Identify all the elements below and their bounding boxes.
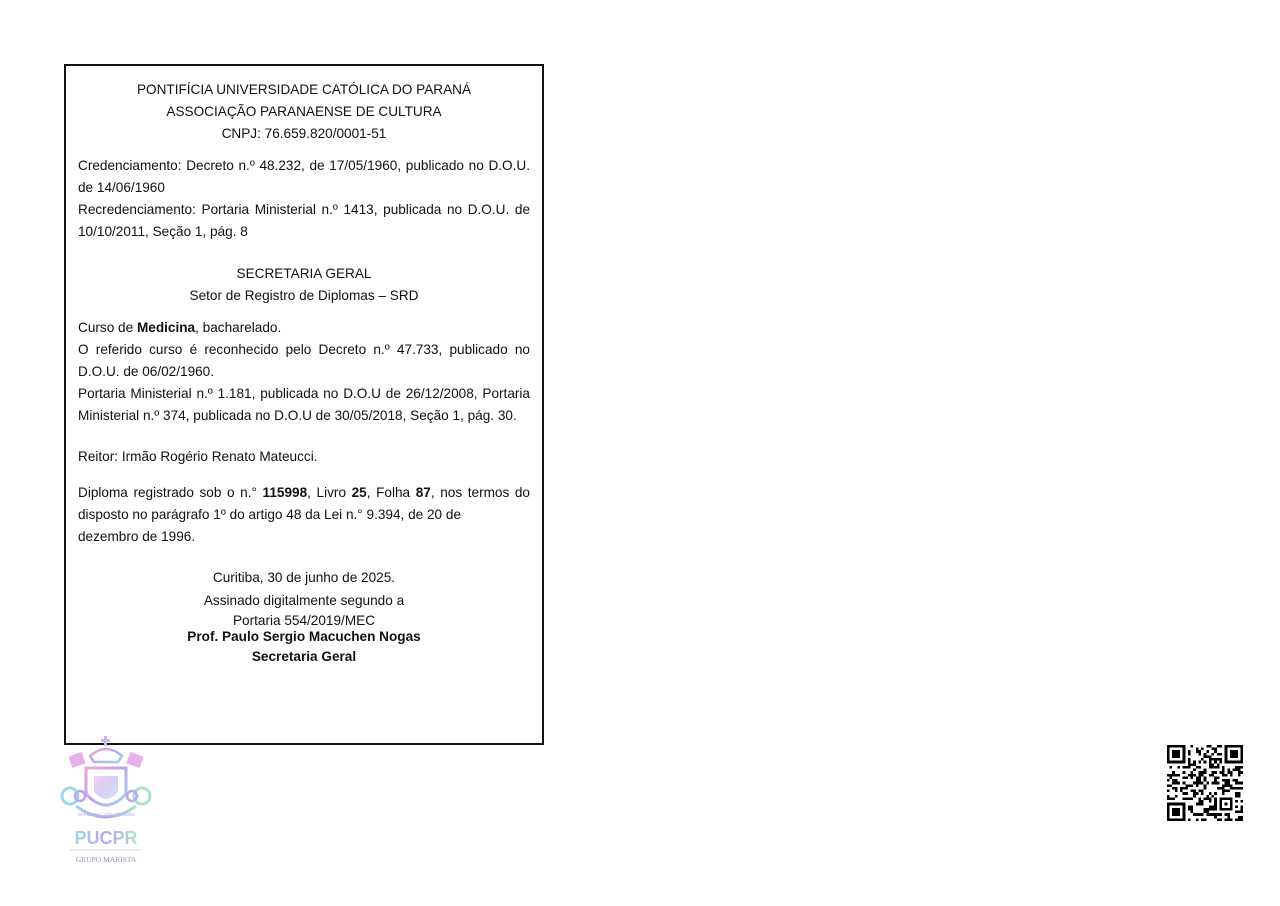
- digital-signature-line1: Assinado digitalmente segundo a: [203, 593, 405, 608]
- logo-tagline: GRUPO MARISTA: [75, 855, 137, 864]
- institution-association: ASSOCIAÇÃO PARANAENSE DE CULTURA: [166, 104, 442, 119]
- registration-text-a: Diploma registrado sob o n.°: [78, 485, 263, 500]
- signer-name: Prof. Paulo Sergio Macuchen Nogas: [187, 629, 421, 644]
- portaria-line1: Portaria Ministerial n.º 1.181, publicada no D.O.U de 26/12/2008, Portaria: [78, 386, 530, 401]
- recredenciamento-line2: 10/10/2011, Seção 1, pág. 8: [78, 224, 248, 239]
- portaria-line2: Ministerial n.º 374, publicada no D.O.U de 30/05/2018, Seção 1, pág. 30.: [78, 408, 517, 423]
- diploma-verso-box: [64, 64, 544, 745]
- registration-line3: dezembro de 1996.: [78, 529, 196, 544]
- course-suffix: , bacharelado.: [195, 320, 282, 335]
- signer-role: Secretaria Geral: [251, 649, 357, 664]
- registration-text-c: , Folha: [366, 485, 416, 500]
- secretariat-sector: Setor de Registro de Diplomas – SRD: [189, 288, 419, 303]
- place-date: Curitiba, 30 de junho de 2025.: [212, 570, 396, 585]
- recognition-line1: O referido curso é reconhecido pelo Decreto n.º 47.733, publicado no: [78, 342, 530, 357]
- registration-text-d: , nos termos do: [430, 485, 530, 500]
- registration-line1: [78, 482, 530, 504]
- recognition-line2: D.O.U. de 06/02/1960.: [78, 364, 215, 379]
- logo-motto: SAPIENTIA, VITA ET FIDES: [77, 812, 135, 817]
- registration-line2: disposto no parágrafo 1º do artigo 48 da Lei n.° 9.394, de 20 de: [78, 507, 462, 522]
- course-name: Medicina: [136, 320, 196, 335]
- course-line: [78, 317, 530, 339]
- registration-number: 115998: [262, 485, 308, 500]
- institution-name: PONTIFÍCIA UNIVERSIDADE CATÓLICA DO PARANÁ: [136, 82, 472, 97]
- registration-sheet: 87: [415, 485, 431, 500]
- course-prefix: Curso de: [78, 320, 137, 335]
- credenciamento-line2: de 14/06/1960: [78, 180, 165, 195]
- rector-line: Reitor: Irmão Rogério Renato Mateucci.: [78, 449, 318, 464]
- secretariat-title: SECRETARIA GERAL: [236, 266, 372, 281]
- logo-wordmark: PUCPR: [74, 828, 138, 848]
- qr-code: [1167, 745, 1243, 821]
- pucpr-logo: [56, 736, 156, 868]
- registration-text-b: , Livro: [307, 485, 352, 500]
- credenciamento-line1: Credenciamento: Decreto n.º 48.232, de 17/05/1960, publicado no D.O.U.: [78, 158, 530, 173]
- recredenciamento-line1: Recredenciamento: Portaria Ministerial n.º 1413, publicada no D.O.U. de: [78, 202, 530, 217]
- registration-book: 25: [351, 485, 367, 500]
- institution-cnpj: CNPJ: 76.659.820/0001-51: [221, 126, 387, 141]
- digital-signature-line2: Portaria 554/2019/MEC: [232, 613, 376, 628]
